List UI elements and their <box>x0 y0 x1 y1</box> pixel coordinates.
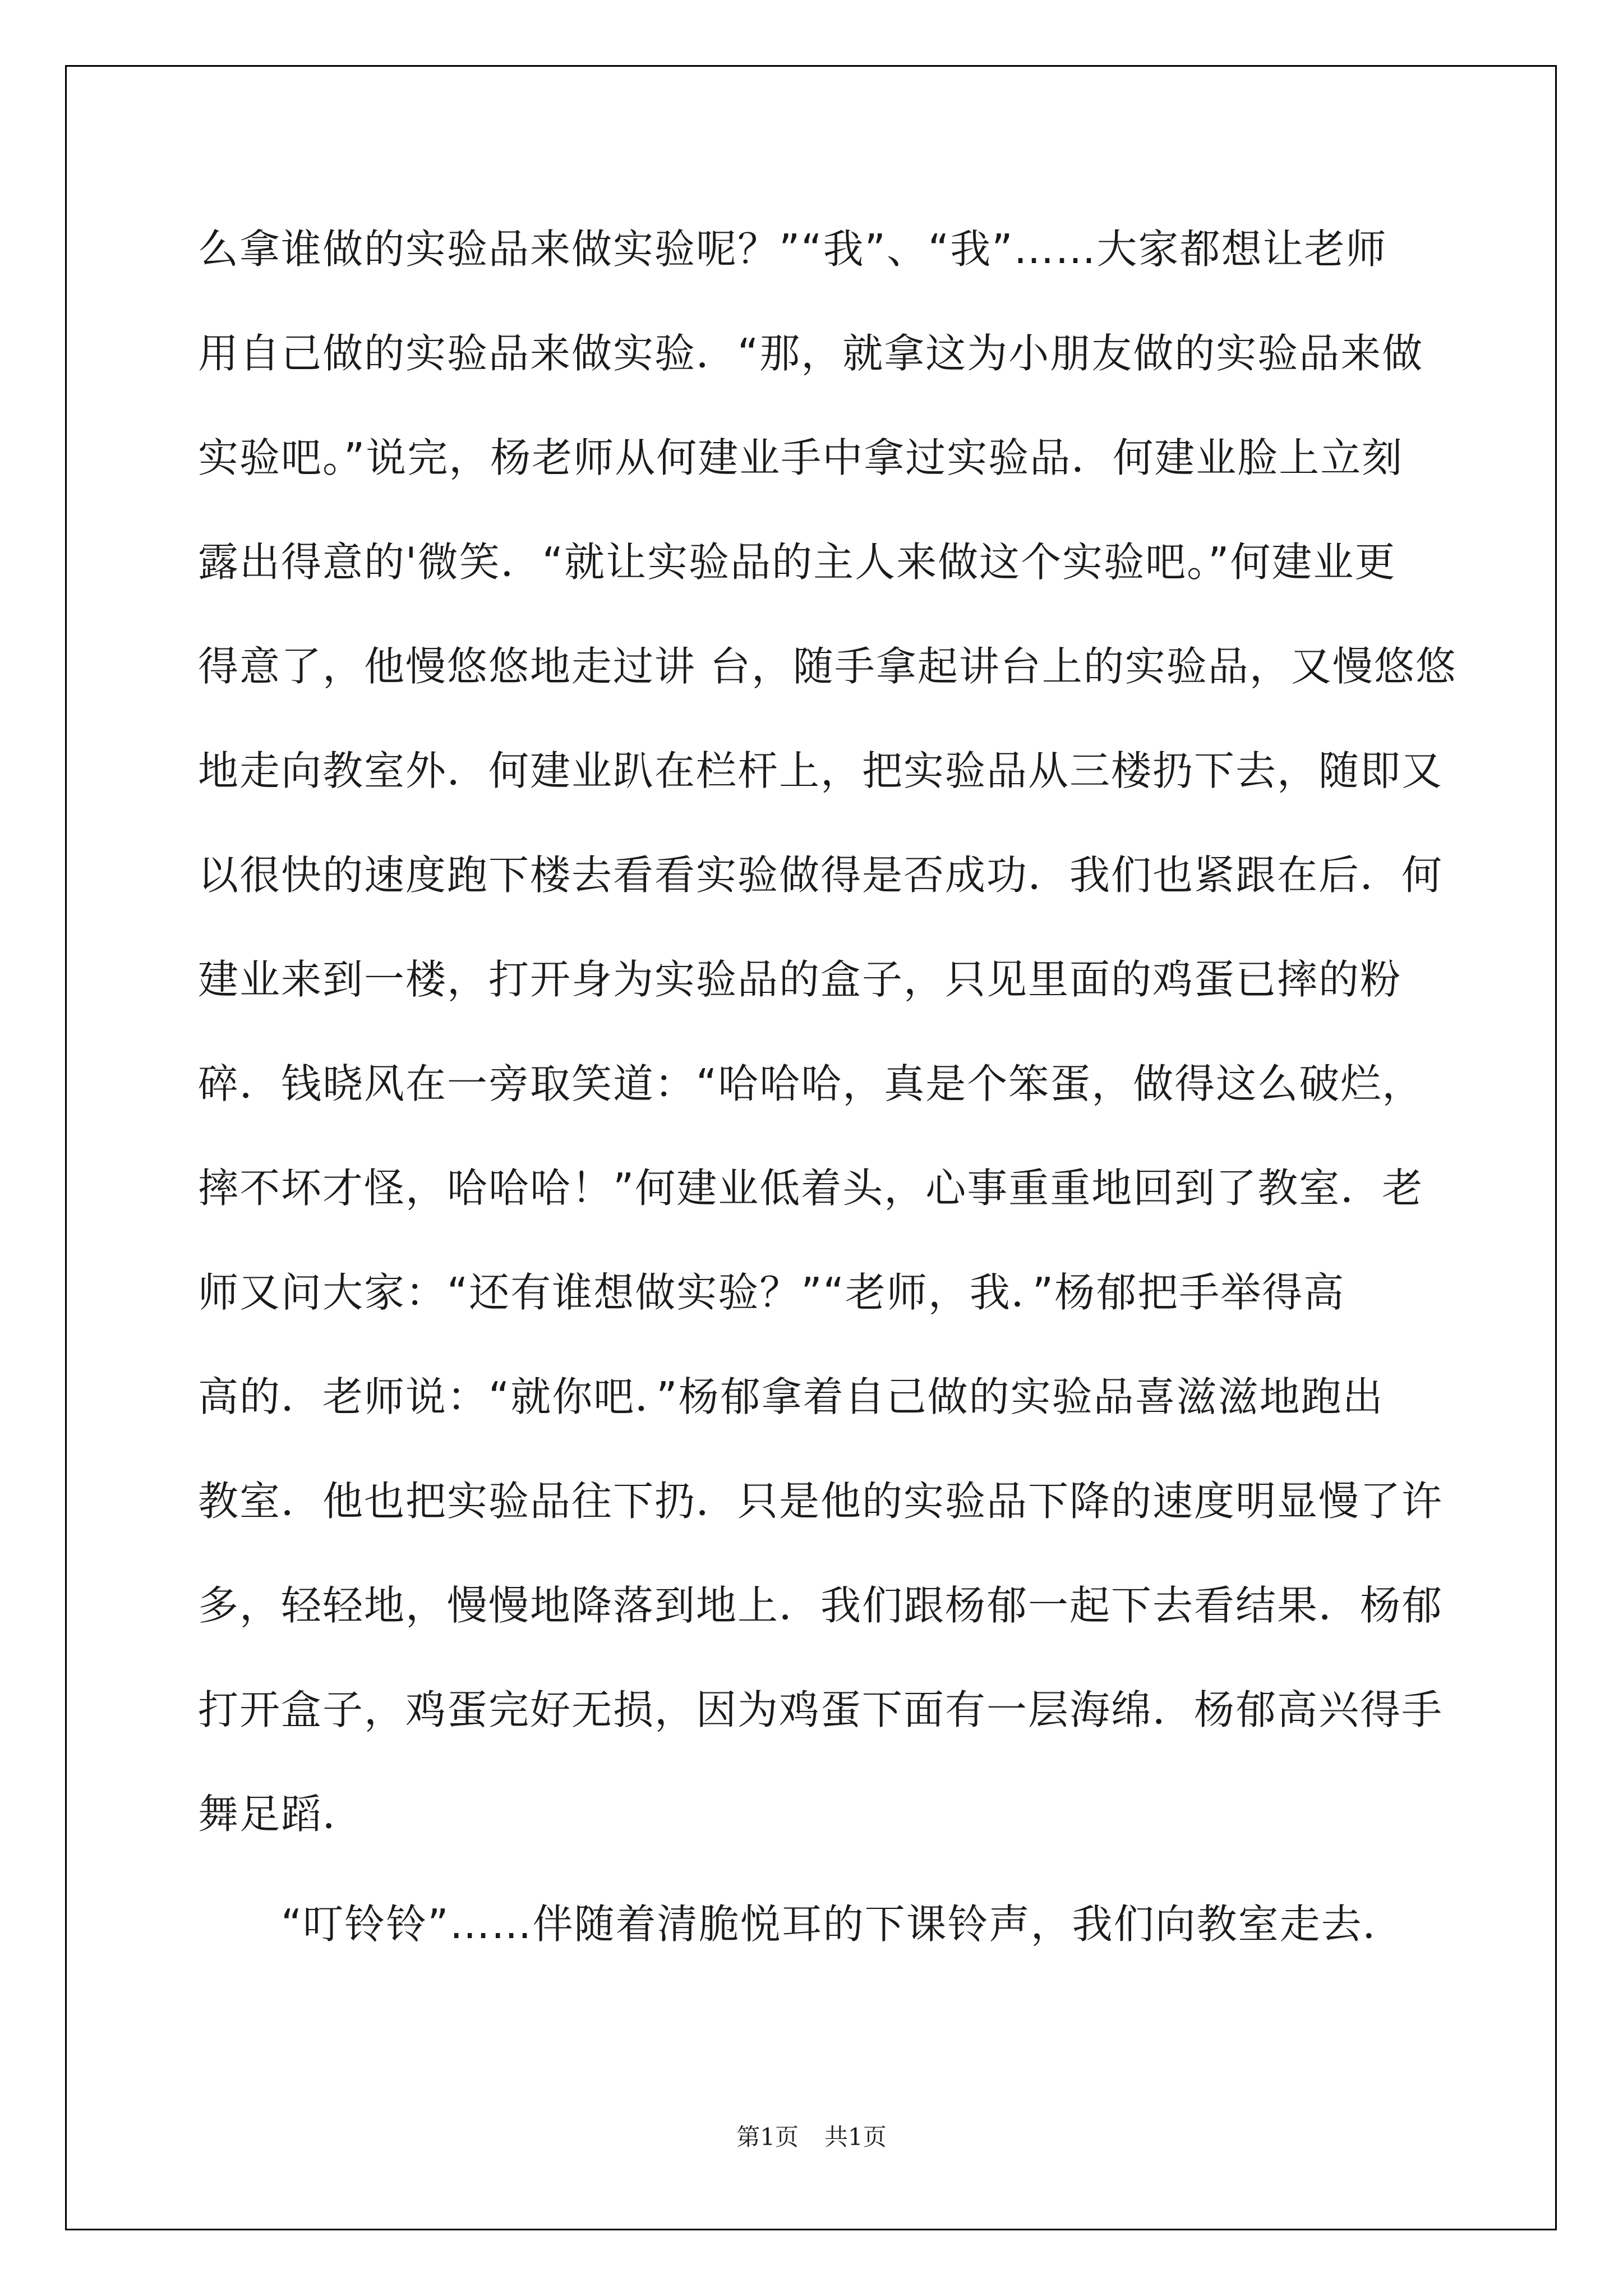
text-line: 以很快的速度跑下楼去看看实验做得是否成功．我们也紧跟在后．何 <box>198 852 1444 899</box>
page-footer <box>0 2122 1623 2153</box>
page-number: 第1页 <box>736 2123 799 2151</box>
text-line: 么拿谁做的实验品来做实验呢？”“我”、“我”……大家都想让老师 <box>198 226 1387 273</box>
text-line: 多，轻轻地，慢慢地降落到地上．我们跟杨郁一起下去看结果．杨郁 <box>198 1582 1444 1629</box>
text-line: 实验吧。”说完，杨老师从何建业手中拿过实验品．何建业脸上立刻 <box>198 434 1404 481</box>
text-line: 摔不坏才怪，哈哈哈！”何建业低着头，心事重重地回到了教室．老 <box>198 1165 1424 1212</box>
text-line: “叮铃铃”……伴随着清脆悦耳的下课铃声，我们向教室走去． <box>198 1901 1404 1948</box>
page-total: 共1页 <box>824 2123 887 2151</box>
text-line: 教室．他也把实验品往下扔．只是他的实验品下降的速度明显慢了许 <box>198 1478 1444 1525</box>
text-line: 得意了，他慢悠悠地走过讲 台，随手拿起讲台上的实验品，又慢悠悠 <box>198 643 1457 690</box>
text-line: 露出得意的'微笑．“就让实验品的主人来做这个实验吧。”何建业更 <box>198 539 1396 586</box>
text-line: 用自己做的实验品来做实验．“那，就拿这为小朋友做的实验品来做 <box>198 330 1424 377</box>
text-line: 碎．钱晓风在一旁取笑道：“哈哈哈，真是个笨蛋，做得这么破烂， <box>198 1060 1424 1107</box>
text-line: 舞足蹈． <box>198 1791 365 1838</box>
text-line: 师又问大家：“还有谁想做实验？”“老师，我．”杨郁把手举得高 <box>198 1269 1345 1316</box>
text-line: 打开盒子，鸡蛋完好无损，因为鸡蛋下面有一层海绵．杨郁高兴得手 <box>198 1686 1444 1733</box>
text-line: 高的．老师说：“就你吧．”杨郁拿着自己做的实验品喜滋滋地跑出 <box>198 1373 1384 1420</box>
text-line: 地走向教室外．何建业趴在栏杆上，把实验品从三楼扔下去，随即又 <box>198 747 1444 794</box>
text-line: 建业来到一楼，打开身为实验品的盒子，只见里面的鸡蛋已摔的粉 <box>198 956 1402 1003</box>
